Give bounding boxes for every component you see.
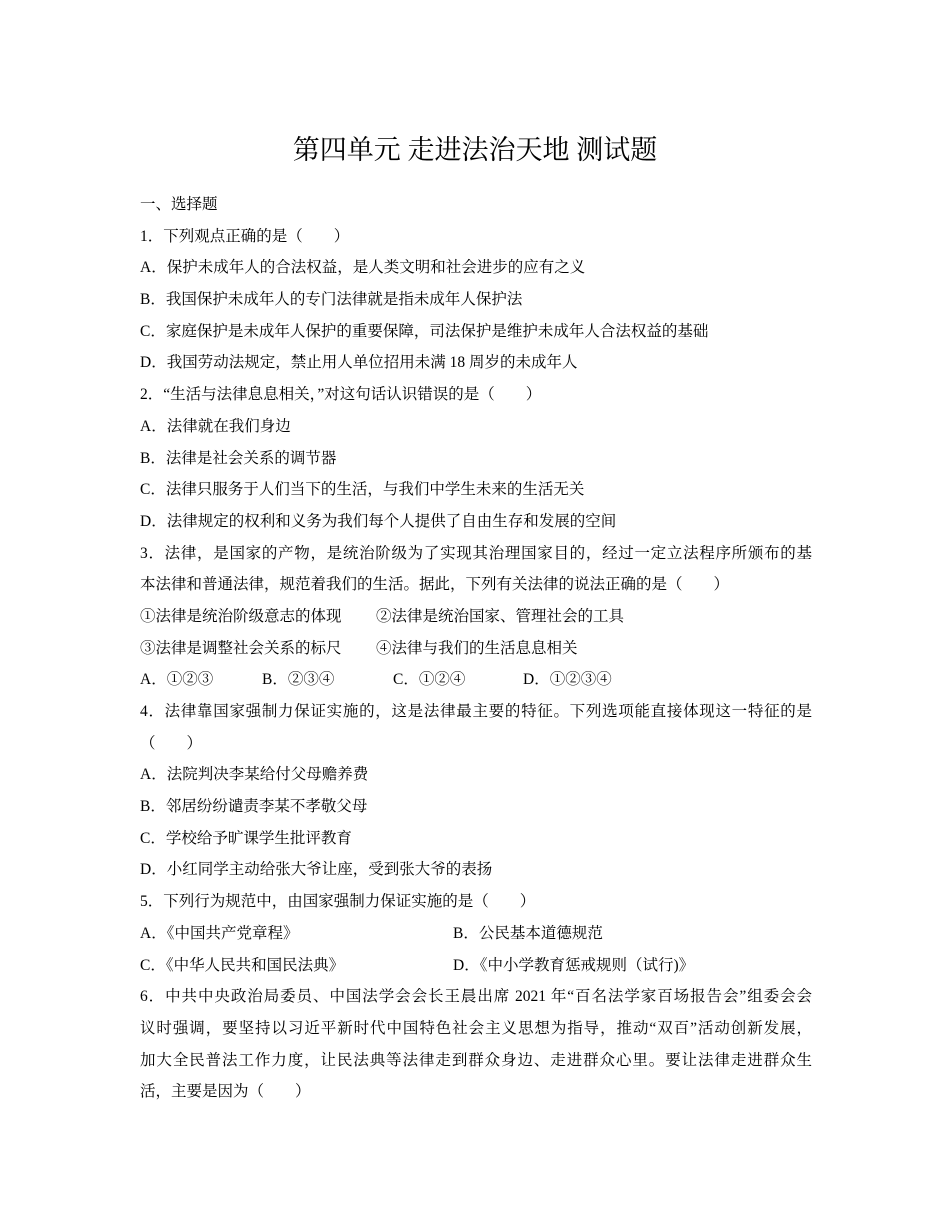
question-3-option-b: B．②③④ [262, 671, 335, 689]
question-3-option-a: A．①②③ [140, 671, 214, 689]
question-5-options-row-1 [140, 918, 812, 950]
question-3-statement-3: ③法律是调整社会关系的标尺 [140, 639, 342, 657]
question-5-options-row-2 [140, 950, 812, 982]
question-3-statement-4: ④法律与我们的生活息息相关 [376, 639, 578, 657]
question-3-option-d: D．①②③④ [523, 671, 612, 689]
question-3-statements-row-2 [140, 633, 812, 665]
question-6-stem-line-2: 议时强调，要坚持以习近平新时代中国特色社会主义思想为指导，推动“双百”活动创新发展， [140, 1019, 812, 1037]
question-2-stem: 2．“生活与法律息息相关，”对这句话认识错误的是（ ） [140, 386, 542, 404]
question-4-option-a: A．法院判决李某给付父母赡养费 [140, 766, 369, 784]
question-6-stem-line-4: 活，主要是因为（ ） [140, 1083, 311, 1101]
question-3-statement-2: ②法律是统治国家、管理社会的工具 [376, 607, 625, 625]
question-1-option-d: D．我国劳动法规定，禁止用人单位招用未满 18 周岁的未成年人 [140, 354, 578, 372]
question-1-option-c: C．家庭保护是未成年人保护的重要保障，司法保护是维护未成年人合法权益的基础 [140, 322, 709, 340]
question-1-stem: 1．下列观点正确的是（ ） [140, 227, 350, 245]
question-3-statements-row-1 [140, 601, 812, 633]
question-5-stem: 5．下列行为规范中，由国家强制力保证实施的是（ ） [140, 893, 536, 911]
question-3-options-row [140, 664, 812, 696]
question-5-option-c: C．《中华人民共和国民法典》 [140, 956, 345, 974]
question-2-option-a: A．法律就在我们身边 [140, 417, 291, 435]
question-4-stem-line-1: 4．法律靠国家强制力保证实施的，这是法律最主要的特征。下列选项能直接体现这一特征的是 [140, 703, 812, 720]
question-5-option-a: A．《中国共产党章程》 [140, 924, 299, 942]
question-4-option-c: C．学校给予旷课学生批评教育 [140, 829, 352, 847]
question-5-option-b: B．公民基本道德规范 [453, 924, 603, 942]
question-6-stem-line-3: 加大全民普法工作力度，让民法典等法律走到群众身边、走进群众心里。要让法律走进群众生 [140, 1051, 812, 1069]
section-heading: 一、选择题 [140, 196, 218, 213]
question-4-stem-line-2: （ ） [140, 734, 203, 752]
question-3-option-c: C．①②④ [393, 671, 466, 689]
question-list [140, 189, 812, 1108]
question-1-option-a: A．保护未成年人的合法权益，是人类文明和社会进步的应有之义 [140, 259, 586, 277]
question-5-option-d: D．《中小学教育惩戒规则（试行)》 [453, 956, 695, 974]
question-3-stem-line-2: 本法律和普通法律，规范着我们的生活。据此，下列有关法律的说法正确的是（ ） [140, 576, 730, 594]
question-2-option-b: B．法律是社会关系的调节器 [140, 449, 337, 467]
page-title: 第四单元 走进法治天地 测试题 [292, 135, 658, 165]
question-1-option-b: B．我国保护未成年人的专门法律就是指未成年人保护法 [140, 291, 523, 309]
question-3-stem-line-1: 3．法律，是国家的产物，是统治阶级为了实现其治理国家目的，经过一定立法程序所颁布的基 [140, 544, 812, 562]
question-6-stem-line-1: 6．中共中央政治局委员、中国法学会会长王晨出席 2021 年“百名法学家百场报告会”组委会会 [140, 988, 812, 1006]
question-4-option-b: B．邻居纷纷谴责李某不孝敬父母 [140, 798, 368, 816]
question-2-option-c: C．法律只服务于人们当下的生活，与我们中学生未来的生活无关 [140, 481, 585, 499]
question-3-statement-1: ①法律是统治阶级意志的体现 [140, 607, 342, 625]
question-4-option-d: D．小红同学主动给张大爷让座，受到张大爷的表扬 [140, 861, 493, 879]
question-2-option-d: D．法律规定的权利和义务为我们每个人提供了自由生存和发展的空间 [140, 512, 617, 530]
